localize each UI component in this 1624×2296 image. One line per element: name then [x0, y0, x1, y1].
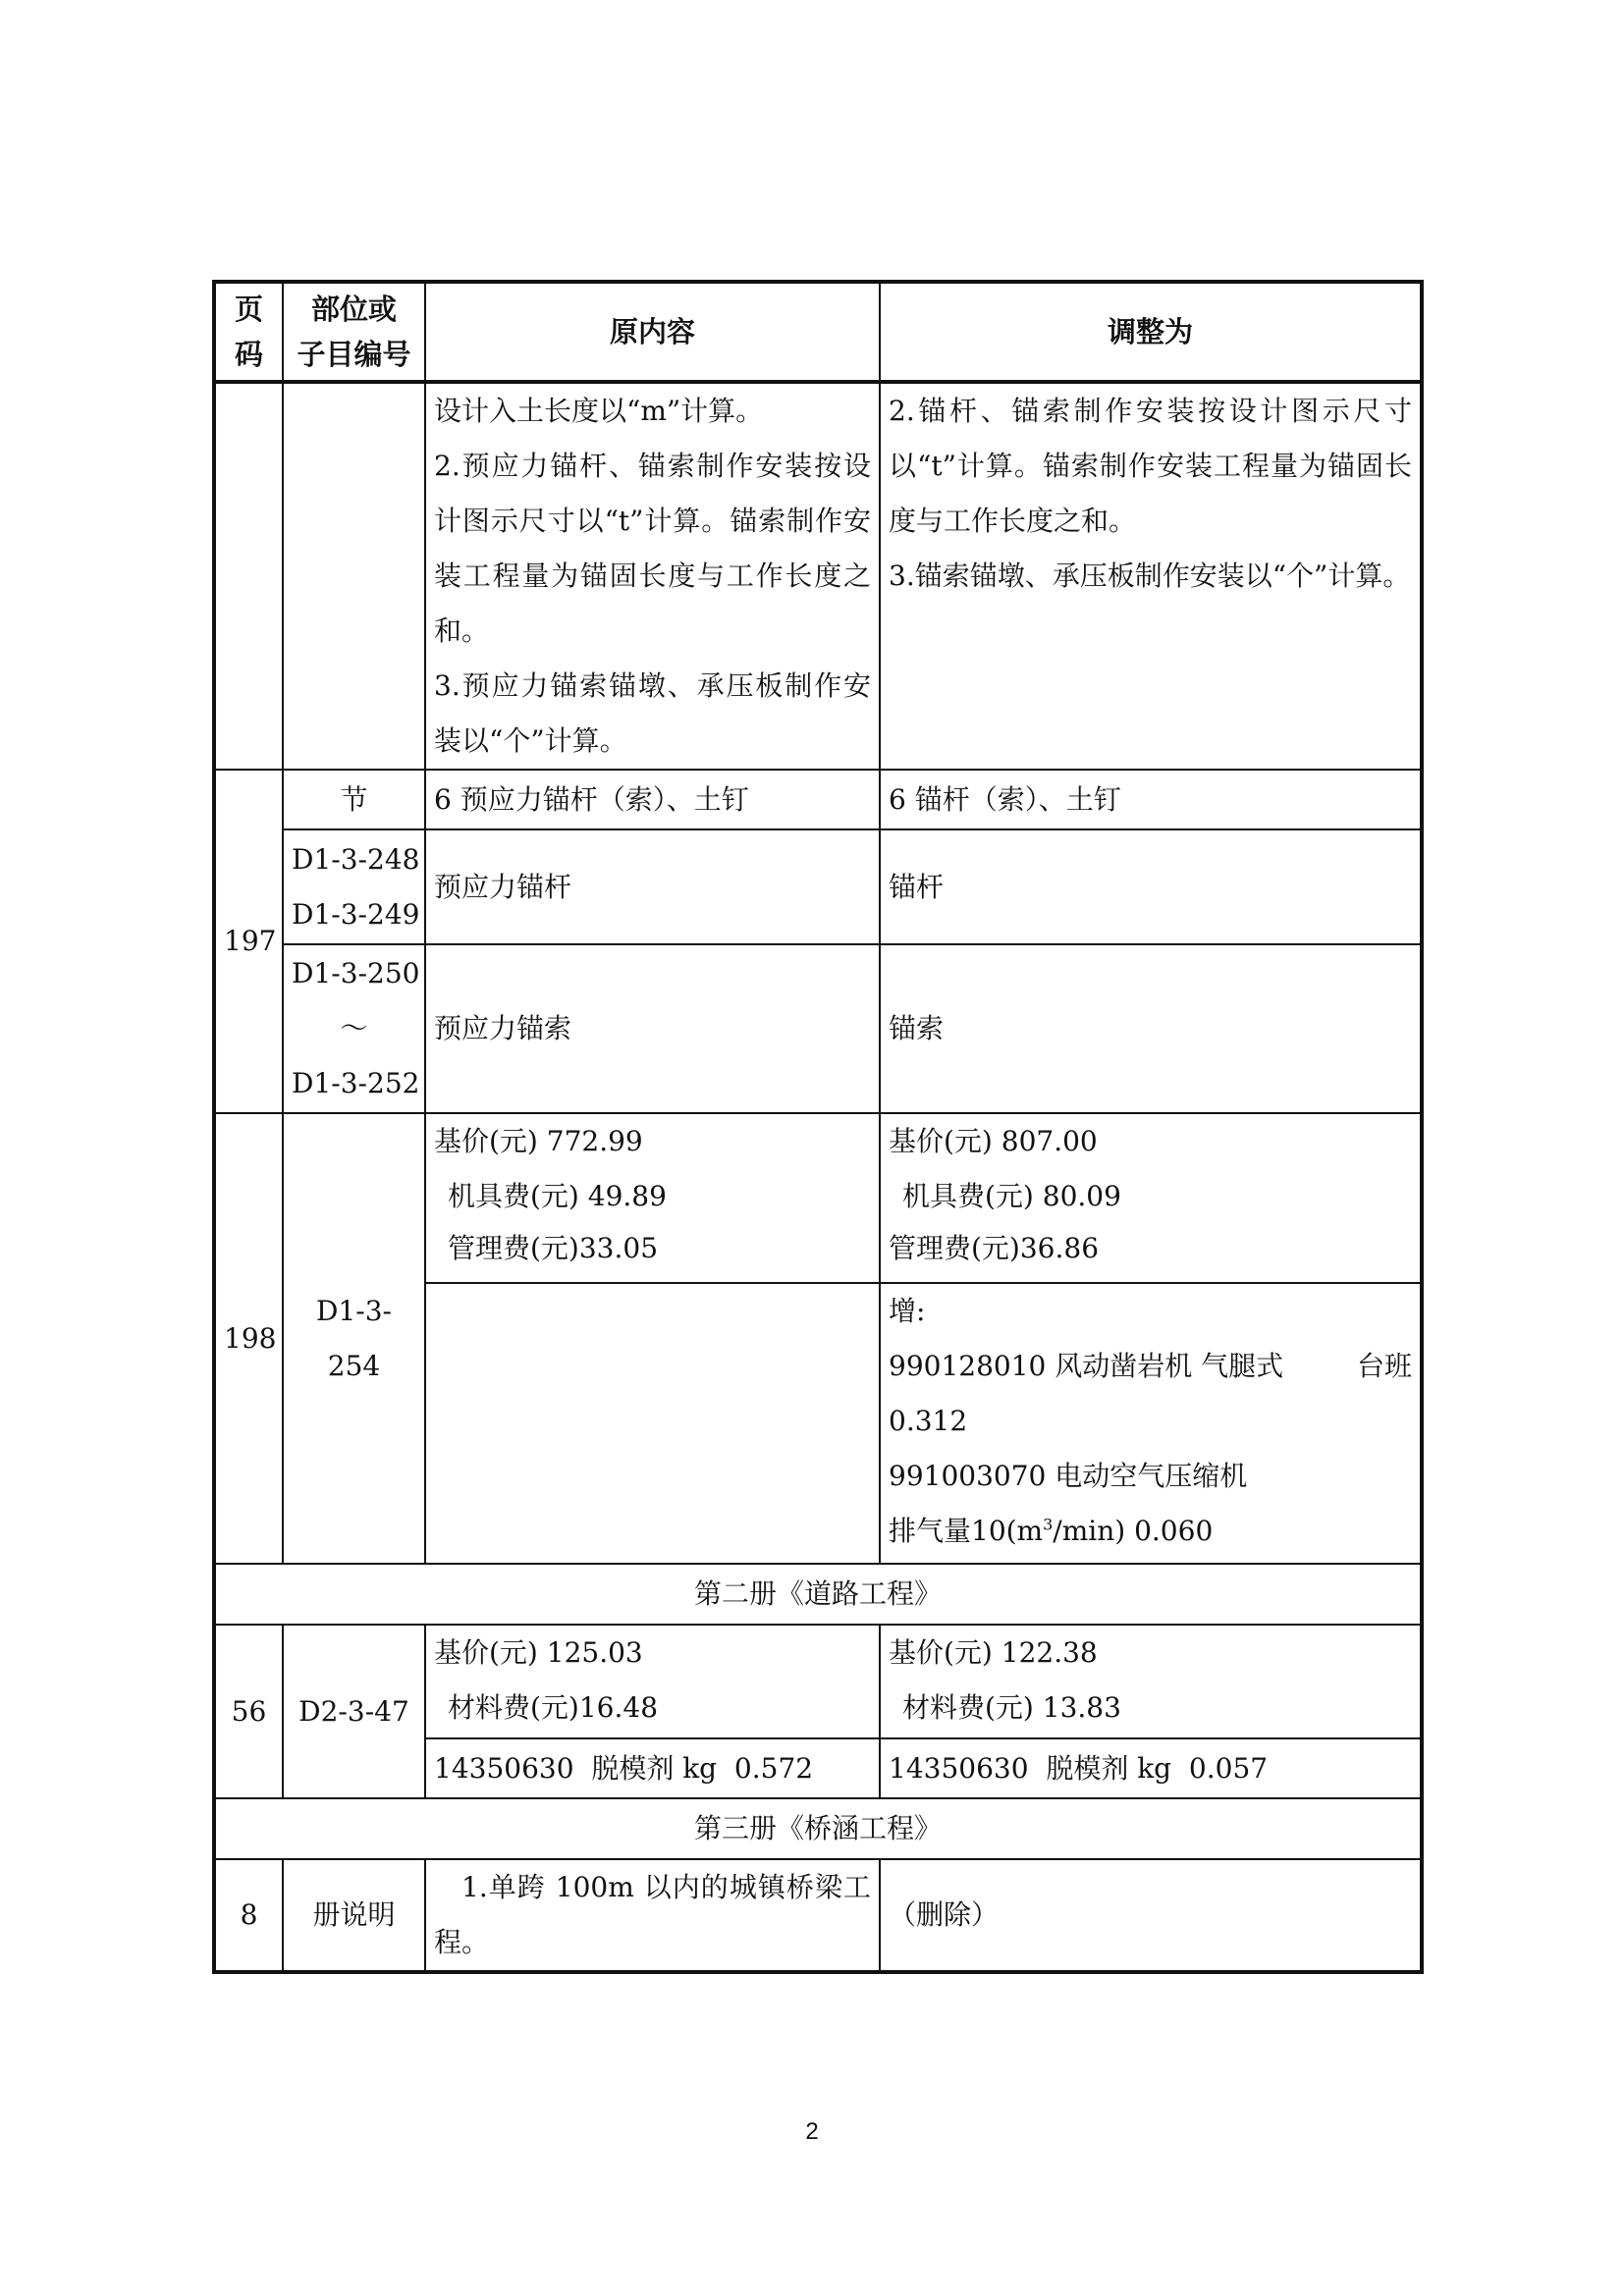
cell-original-anchor-cable: 预应力锚索: [425, 944, 880, 1113]
add-item-2: 991003070 电动空气压缩机: [889, 1460, 1248, 1492]
cell-section-adjusted: 6 锚杆（索）、土钉: [880, 770, 1422, 829]
original-mgmt-198: 管理费(元)33.05: [448, 1232, 659, 1264]
header-position-line2: 子目编号: [297, 338, 411, 371]
cell-original-prices-56: [425, 1625, 880, 1738]
add-item-2-spec: [889, 1504, 1412, 1559]
cell-page-197: 197: [214, 770, 283, 1113]
table-row-8: [214, 1859, 1422, 1972]
original-machine-198: 机具费(元) 49.89: [448, 1180, 667, 1212]
add-item-2-spec-sup: 3: [1043, 1515, 1054, 1534]
cell-adjusted-8: （删除）: [880, 1859, 1422, 1972]
table-row-197-a: [214, 829, 1422, 944]
volume-3-title: 第三册《桥涵工程》: [214, 1798, 1422, 1859]
original-base-56: 基价(元) 125.03: [434, 1636, 643, 1669]
cell-page-empty: [214, 382, 283, 770]
table-row-continuation: [214, 382, 1422, 770]
cell-original-continuation: [425, 382, 880, 770]
original-base-198: 基价(元) 772.99: [434, 1125, 643, 1157]
original-line-3: 3.预应力锚索锚墩、承压板制作安装以“个”计算。: [434, 669, 871, 757]
cell-adjusted-added: [880, 1283, 1422, 1564]
table-row-56-prices: [214, 1625, 1422, 1738]
code-tilde: ～: [340, 1012, 368, 1044]
add-item-1-desc: 990128010 风动凿岩机 气腿式: [889, 1350, 1284, 1382]
cell-adjusted-anchor-rod: 锚杆: [880, 829, 1422, 944]
cell-section-code: 节: [283, 770, 425, 829]
cell-page-8: 8: [214, 1859, 283, 1972]
code-250: D1-3-250: [292, 957, 420, 989]
cell-code-volume-note: 册说明: [283, 1859, 425, 1972]
adjusted-base-198: 基价(元) 807.00: [889, 1125, 1098, 1157]
cell-codes-248-249: [283, 829, 425, 944]
volume-2-title: 第二册《道路工程》: [214, 1564, 1422, 1625]
cell-adjusted-prices-56: [880, 1625, 1422, 1738]
cell-code-d1-3-254: D1-3-254: [283, 1113, 425, 1564]
cell-original-added-empty: [425, 1283, 880, 1564]
add-item-1: [889, 1339, 1412, 1394]
cell-code-d2-3-47: D2-3-47: [283, 1625, 425, 1798]
header-position: [283, 282, 425, 382]
cell-codes-250-252: [283, 944, 425, 1113]
adjustment-table: [212, 280, 1424, 1974]
adjusted-line-2: 3.锚索锚墩、承压板制作安装以“个”计算。: [889, 560, 1411, 592]
cell-page-198: 198: [214, 1113, 283, 1564]
header-original: 原内容: [425, 282, 880, 382]
table-row-197-section: [214, 770, 1422, 829]
original-material-56: 材料费(元)16.48: [448, 1691, 659, 1724]
adjusted-line-1: 2.锚杆、锚索制作安装按设计图示尺寸以“t”计算。锚索制作安装工程量为锚固长度与工作长度之和。: [889, 395, 1412, 537]
table-row-198-prices: [214, 1113, 1422, 1283]
cell-original-item-56: 14350630 脱模剂 kg 0.572: [425, 1738, 880, 1798]
cell-original-8: 1.单跨 100m 以内的城镇桥梁工程。: [425, 1859, 880, 1972]
table-row-volume-3: [214, 1798, 1422, 1859]
add-label: 增:: [889, 1295, 926, 1327]
adjusted-machine-198: 机具费(元) 80.09: [902, 1180, 1121, 1212]
table-row-volume-2: [214, 1564, 1422, 1625]
original-line-2: 2.预应力锚杆、锚索制作安装按设计图示尺寸以“t”计算。锚索制作安装工程量为锚固长度与工作长度之和。: [434, 450, 871, 647]
table-row-197-b: [214, 944, 1422, 1113]
add-item-1-qty: 0.312: [889, 1405, 968, 1437]
cell-code-empty: [283, 382, 425, 770]
cell-adjusted-item-56: 14350630 脱模剂 kg 0.057: [880, 1738, 1422, 1798]
adjusted-mgmt-198: 管理费(元)36.86: [889, 1232, 1100, 1264]
adjusted-base-56: 基价(元) 122.38: [889, 1636, 1098, 1669]
code-249: D1-3-249: [292, 897, 420, 931]
cell-original-anchor-rod: 预应力锚杆: [425, 829, 880, 944]
cell-page-56: 56: [214, 1625, 283, 1798]
add-item-1-unit: 台班: [1356, 1350, 1412, 1382]
code-252: D1-3-252: [292, 1067, 420, 1099]
header-adjusted: 调整为: [880, 282, 1422, 382]
code-248: D1-3-248: [292, 842, 420, 876]
page-number: 2: [805, 2118, 819, 2145]
header-page: 页码: [214, 282, 283, 382]
cell-original-prices-198: [425, 1113, 880, 1283]
original-line-1: 设计入土长度以“m”计算。: [434, 395, 764, 427]
cell-adjusted-continuation: [880, 382, 1422, 770]
cell-section-original: 6 预应力锚杆（索）、土钉: [425, 770, 880, 829]
cell-adjusted-anchor-cable: 锚索: [880, 944, 1422, 1113]
header-row: [214, 282, 1422, 382]
add-item-2-spec-prefix: 排气量10(m: [889, 1515, 1044, 1547]
add-item-2-spec-suffix: /min) 0.060: [1053, 1515, 1214, 1547]
adjusted-material-56: 材料费(元) 13.83: [902, 1691, 1121, 1724]
cell-adjusted-prices-198: [880, 1113, 1422, 1283]
header-position-line1: 部位或: [310, 293, 397, 326]
